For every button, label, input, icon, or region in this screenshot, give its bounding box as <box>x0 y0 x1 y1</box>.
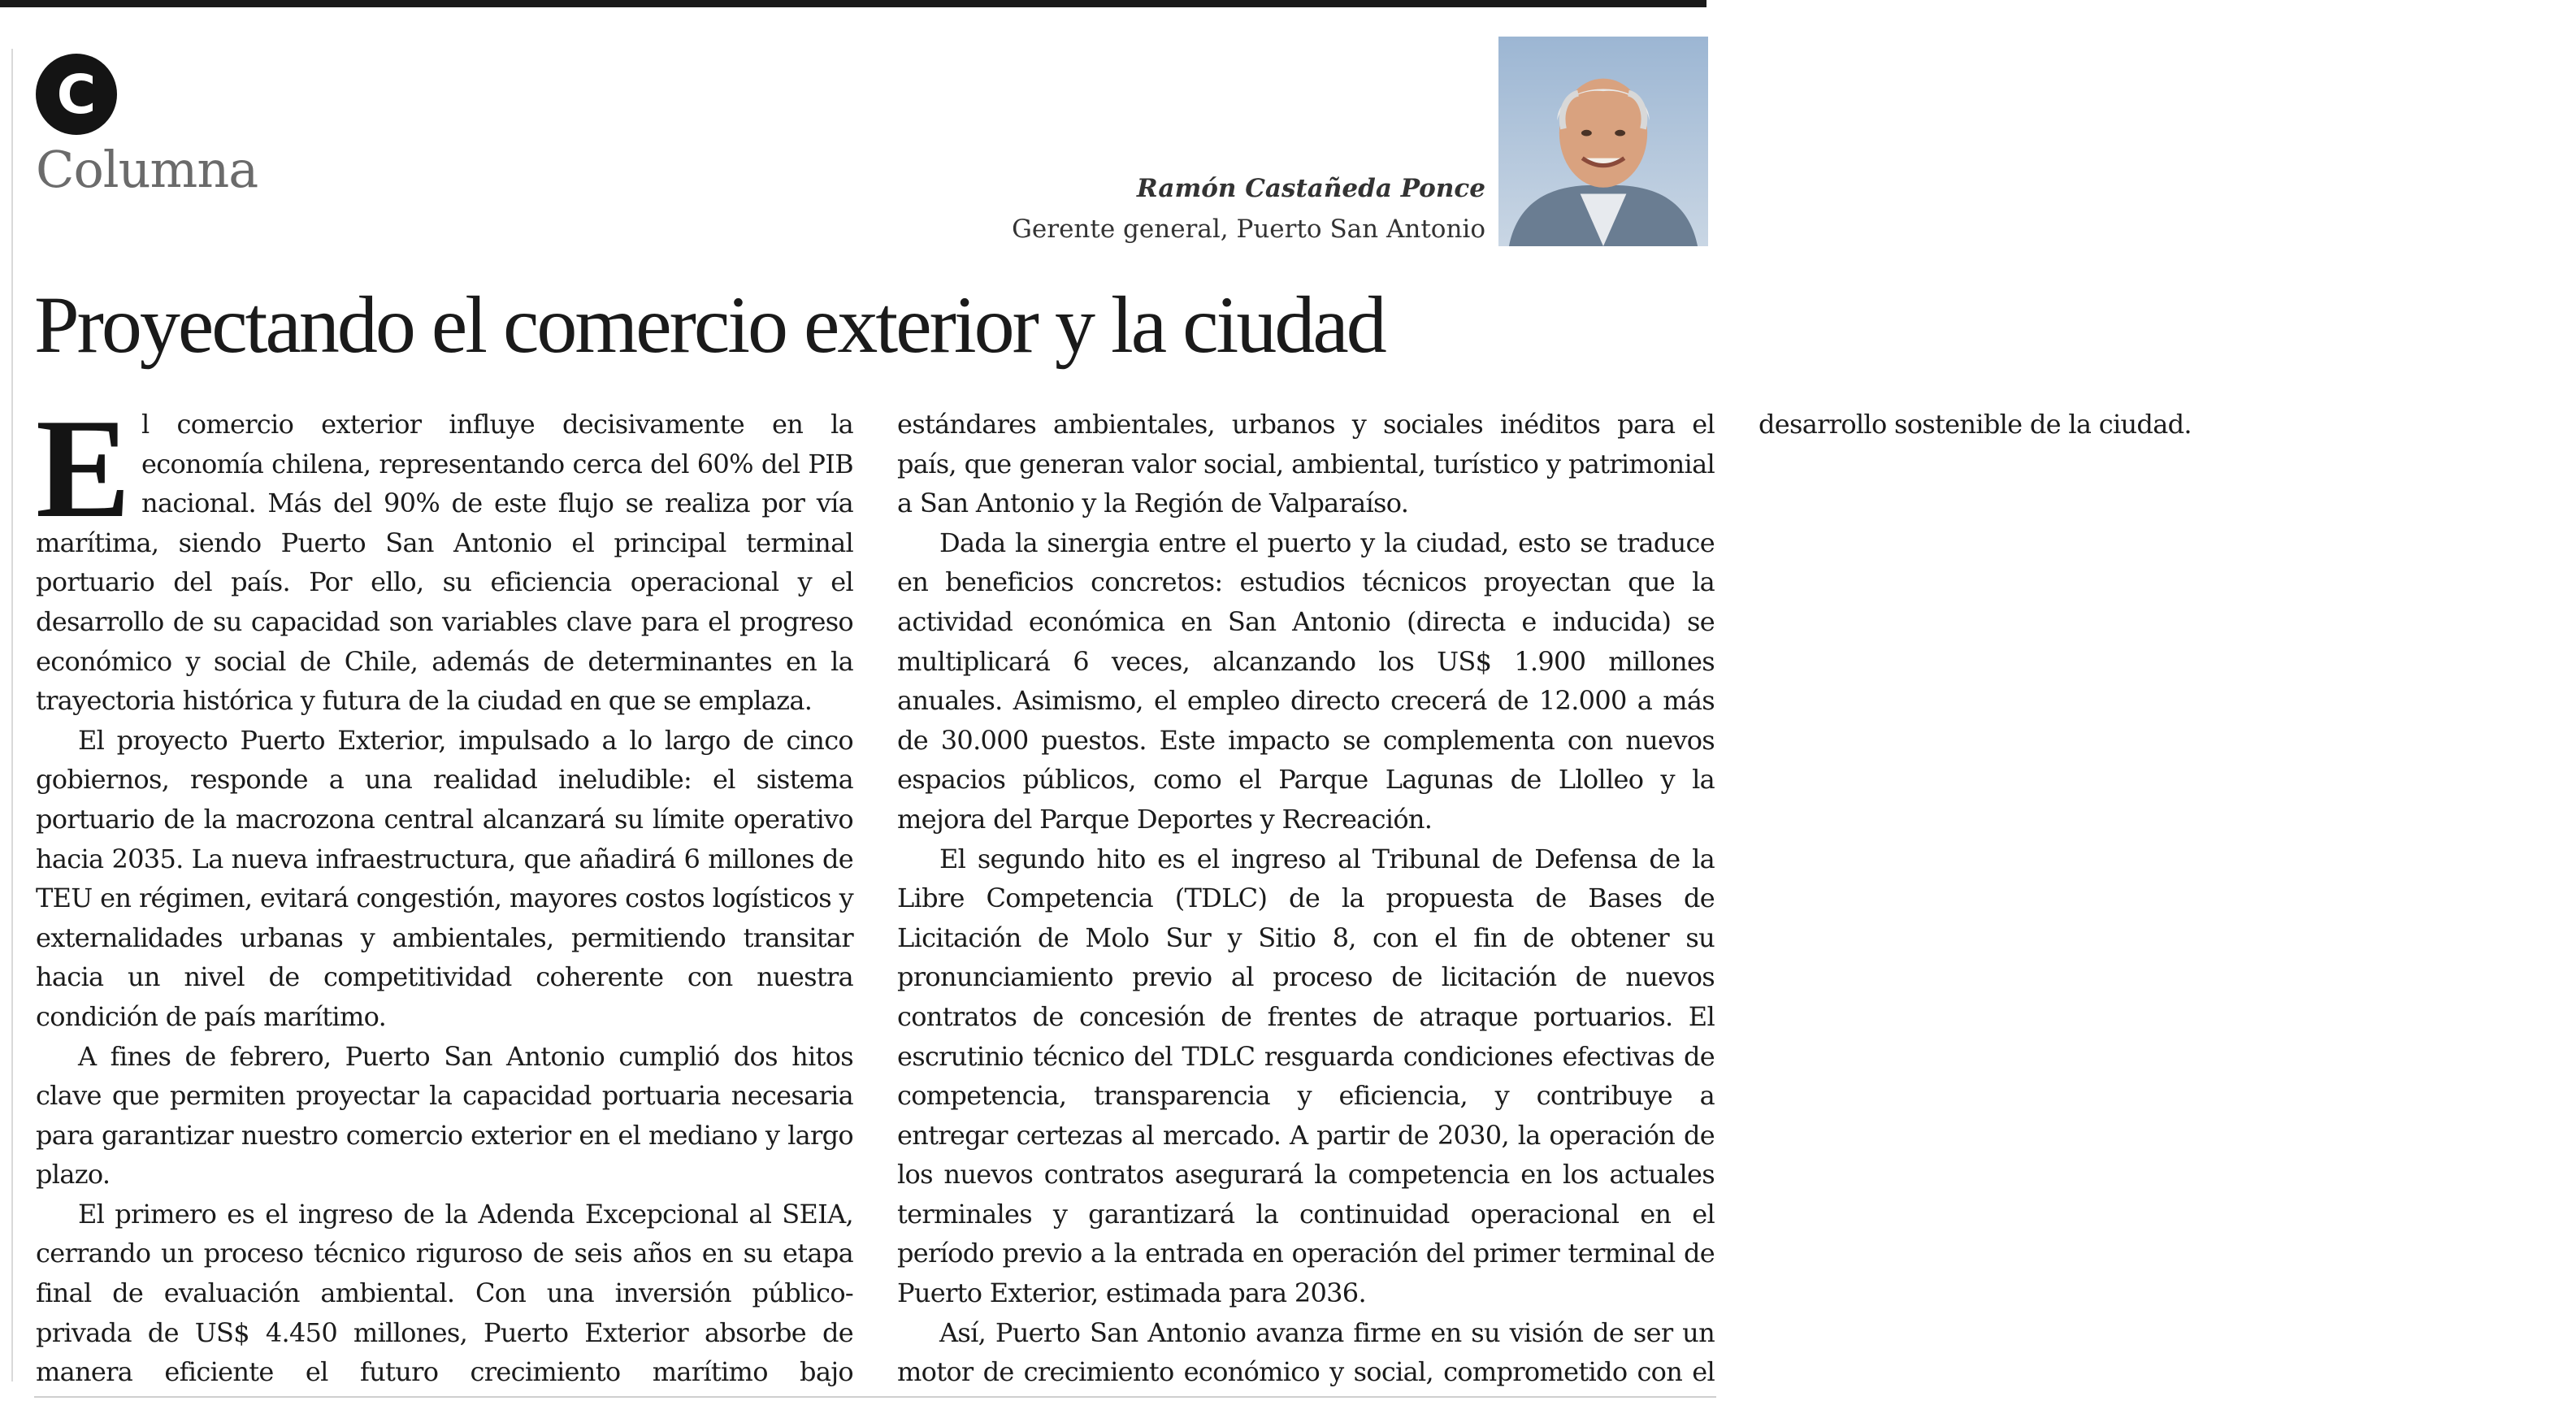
bottom-rule <box>34 1396 1716 1398</box>
left-margin-rule <box>11 49 13 1381</box>
section-label: Columna <box>36 140 258 199</box>
article-paragraph: El proyecto Puerto Exterior, impulsado a lo largo de cinco gobiernos, responde a una realidad ineludible: el sistema portuario de la macrozona central alcanzará su límite operativo hacia 2035. La nueva infraestructura, que añadirá 6 millones de TEU en régimen, evitará congestión, mayores costos logísticos y externalidades urbanas y ambientales, permitiendo transitar hacia un nivel de competitividad coherente con nuestra condición de país marítimo. <box>36 724 853 1032</box>
article-paragraph: El segundo hito es el ingreso al Tribunal de Defensa de la Libre Competencia (TDLC) de la propuesta de Bases de Licitación de Molo Sur y Sitio 8, con el fin de obtener su pronunciamiento previo al proceso de licitación de nuevos contratos de concesión de frentes de atraque portuarios. El escrutinio técnico del TDLC resguarda condiciones efectivas de competencia, transparencia y eficiencia, y contribuye a entregar certezas al mercado. A partir de 2030, la operación de los nuevos contratos asegurará la competencia en los actuales terminales y garantizará la continuidad operacional en el período previo a la entrada en operación del primer terminal de Puerto Exterior, estimada para 2036. <box>897 843 1715 1309</box>
article-paragraph: El primero es el ingreso de la Adenda Excepcional al SEIA, cerrando un proceso técnico riguroso de seis años en su etapa final de evaluación ambiental. Con una inversión público-privada de US$ 4.450 millones, Puerto Exterior absorbe de manera eficiente el futuro crecimiento marítimo bajo estándares ambientales, urbanos y sociales inéditos para el país, que generan valor social, ambiental, turístico y patrimonial a San Antonio y la Región de Valparaíso. <box>36 409 1715 1388</box>
author-portrait-icon <box>1498 37 1708 246</box>
article-paragraph: Dada la sinergia entre el puerto y la ciudad, esto se traduce en beneficios concretos: estudios técnicos proyectan que la actividad económica en San Antonio (directa e inducida) se multiplicará 6 veces, alcanzando los US$ 1.900 millones anuales. Asimismo, el empleo directo crecerá de 12.000 a más de 30.000 puestos. Este impacto se complementa con nuevos espacios públicos, como el Parque Lagunas de Llolleo y la mejora del Parque Deportes y Recreación. <box>897 527 1715 835</box>
author-photo <box>1498 37 1708 246</box>
headline: Proyectando el comercio exterior y la ciudad <box>34 280 1385 370</box>
paragraph-text: l comercio exterior influye decisivamente en la economía chilena, representando cerca del 60% del PIB nacional. Más del 90% de este flujo se realiza por vía marítima, siendo Puerto San Antonio el principal terminal portuario del país. Por ello, su eficiencia operacional y el desarrollo de su capacidad son variables clave para el progreso económico y social de Chile, además de determinantes en la trayectoria histórica y futura de la ciudad en que se emplaza. <box>36 409 853 717</box>
section-badge-icon: C <box>36 54 117 135</box>
article-body <box>36 389 2192 1400</box>
drop-cap: E <box>36 389 131 547</box>
article-paragraph <box>36 389 853 721</box>
author-role: Gerente general, Puerto San Antonio <box>1012 215 1485 244</box>
article-paragraph: Así, Puerto San Antonio avanza firme en su visión de ser un motor de crecimiento económico y social, comprometido con el desarrollo sostenible de la ciudad. <box>897 409 2192 1388</box>
top-rule <box>0 0 1706 7</box>
author-name: Ramón Castañeda Ponce <box>1136 174 1485 203</box>
article-paragraph: A fines de febrero, Puerto San Antonio cumplió dos hitos clave que permiten proyectar la capacidad portuaria necesaria para garantizar nuestro comercio exterior en el mediano y largo plazo. <box>36 1040 853 1191</box>
